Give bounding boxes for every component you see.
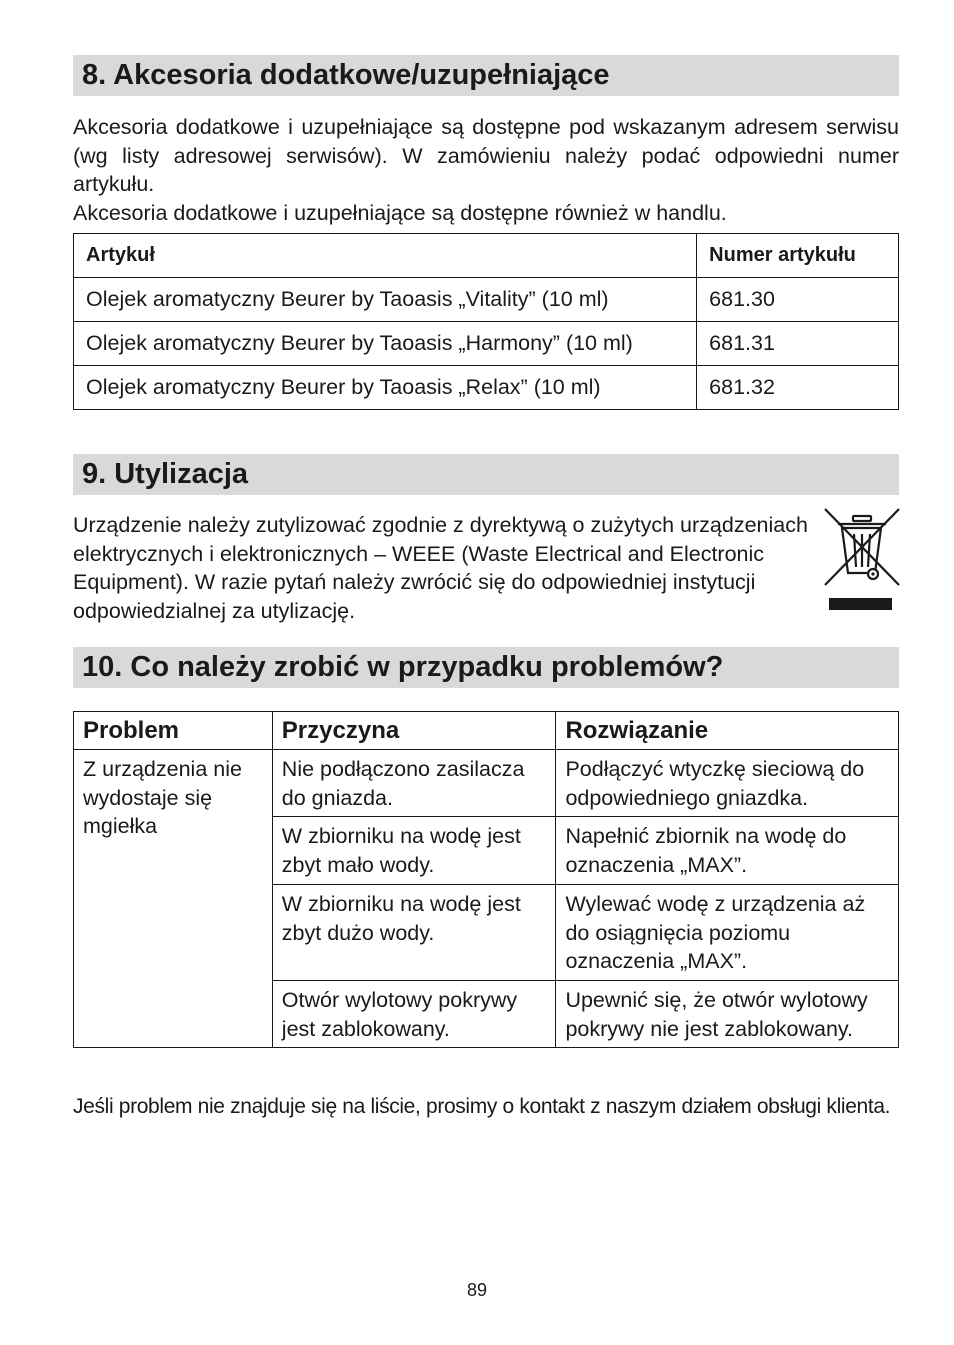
page-number: 89 [466, 1280, 488, 1300]
section-9-paragraph: Urządzenie należy zutylizować zgodnie z dyrektywą o zużytych urządzeniach elektrycznych i elektronicznych – WEEE (Waste Electrical and Electronic Equipment). W razie pytań należy zwrócić się do odpowiedniej instytucji odpowiedzialnej za utylizację. [73, 513, 808, 624]
article-name: Olejek aromatyczny Beurer by Taoasis „Vitality” (10 ml) [74, 278, 697, 322]
troubleshooting-table [73, 711, 899, 1048]
section-8-paragraph-1: Akcesoria dodatkowe i uzupełniające są dostępne pod wskazanym adresem serwisu (wg listy adresowej serwisów). W zamówieniu należy podać odpowiedni numer artykułu. [73, 115, 899, 197]
article-name: Olejek aromatyczny Beurer by Taoasis „Relax” (10 ml) [74, 366, 697, 410]
solution-cell: Napełnić zbiornik na wodę do oznaczenia „MAX”. [556, 817, 899, 884]
accessories-header-row [74, 234, 899, 278]
cause-cell: W zbiorniku na wodę jest zbyt mało wody. [272, 817, 556, 884]
header-article-number: Numer artykułu [697, 234, 899, 278]
article-name: Olejek aromatyczny Beurer by Taoasis „Harmony” (10 ml) [74, 322, 697, 366]
section-10-heading: 10. Co należy zrobić w przypadku problemów? [73, 647, 899, 688]
troubleshooting-header-row [74, 712, 899, 750]
header-problem: Problem [74, 712, 273, 750]
solution-cell: Upewnić się, że otwór wylotowy pokrywy nie jest zablokowany. [556, 980, 899, 1047]
crossed-out-wheelie-bin-icon [823, 507, 903, 613]
accessories-table [73, 233, 899, 410]
header-article: Artykuł [74, 234, 697, 278]
article-number: 681.30 [697, 278, 899, 322]
table-row [74, 366, 899, 410]
table-row [74, 322, 899, 366]
solution-cell: Wylewać wodę z urządzenia aż do osiągnięcia poziomu oznaczenia „MAX”. [556, 884, 899, 980]
table-row [74, 750, 899, 817]
section-10-footer-note: Jeśli problem nie znajduje się na liście, prosimy o kontakt z naszym działem obsługi klienta. [73, 1095, 891, 1118]
cause-cell: W zbiorniku na wodę jest zbyt dużo wody. [272, 884, 556, 980]
cause-cell: Nie podłączono zasilacza do gniazda. [272, 750, 556, 817]
problem-cell: Z urządzenia nie wydostaje się mgiełka [74, 750, 273, 1048]
table-row [74, 278, 899, 322]
header-solution: Rozwiązanie [556, 712, 899, 750]
section-9-heading: 9. Utylizacja [73, 454, 899, 495]
cause-cell: Otwór wylotowy pokrywy jest zablokowany. [272, 980, 556, 1047]
section-8-paragraph-2: Akcesoria dodatkowe i uzupełniające są dostępne również w handlu. [73, 201, 727, 225]
section-8-heading: 8. Akcesoria dodatkowe/uzupełniające [73, 55, 899, 96]
article-number: 681.31 [697, 322, 899, 366]
article-number: 681.32 [697, 366, 899, 410]
solution-cell: Podłączyć wtyczkę sieciową do odpowiedniego gniazdka. [556, 750, 899, 817]
header-cause: Przyczyna [272, 712, 556, 750]
